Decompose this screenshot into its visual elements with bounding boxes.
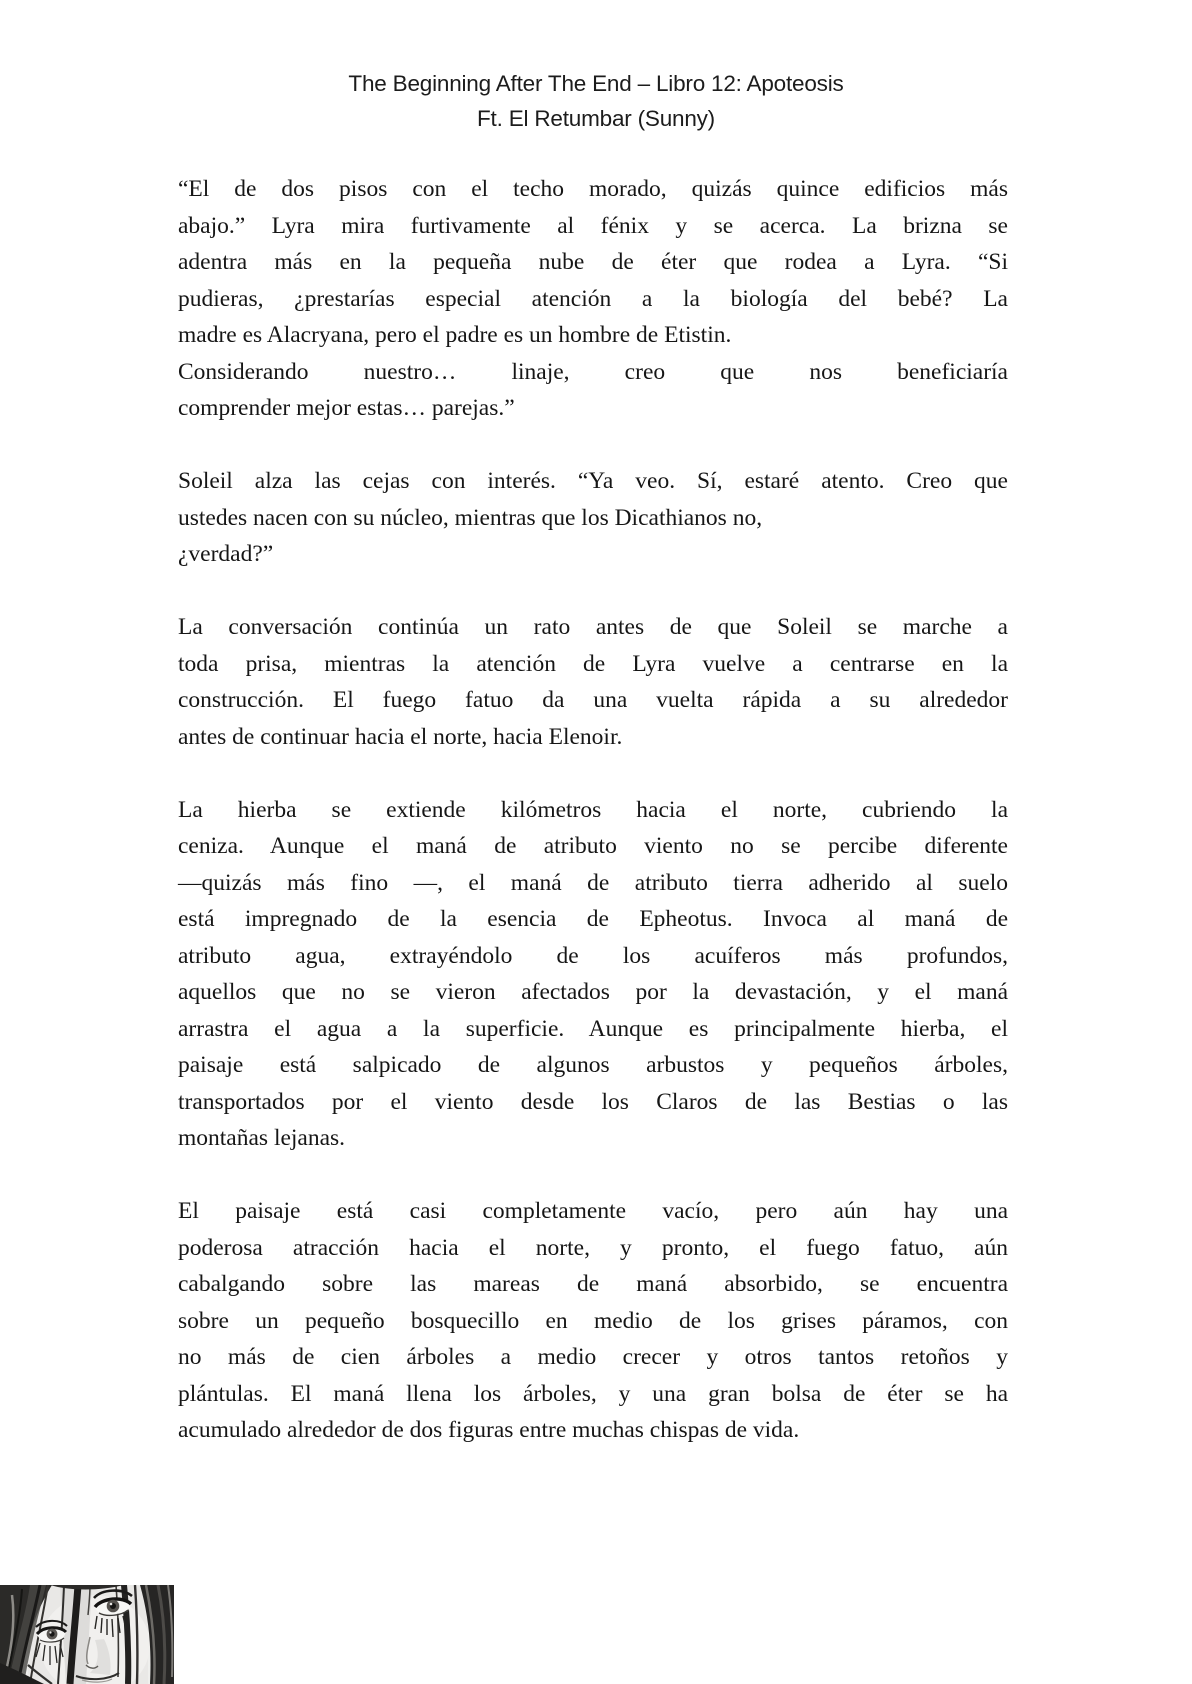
text-line: toda prisa, mientras la atención de Lyra vuelve a centrarse en la [178, 650, 1008, 677]
text-line: no más de cien árboles a medio crecer y otros tantos retoños y [178, 1344, 1008, 1370]
manga-face-image [0, 1585, 174, 1684]
text-line: El paisaje está casi completamente vacío, pero aún hay una [178, 1198, 1008, 1224]
paragraph [178, 792, 1008, 1157]
text-line: montañas lejanas. [178, 1125, 346, 1151]
document-header [0, 66, 1192, 136]
paragraph [178, 171, 1008, 427]
text-line: sobre un pequeño bosquecillo en medio de los grises páramos, con [178, 1307, 1008, 1334]
text-line: arrastra el agua a la superficie. Aunque es principalmente hierba, el [178, 1015, 1008, 1042]
text-line: acumulado alrededor de dos figuras entre muchas chispas de vida. [178, 1417, 800, 1443]
text-line: adentra más en la pequeña nube de éter que rodea a Lyra. “Si [178, 249, 1008, 275]
paragraph [178, 609, 1008, 755]
text-line: Soleil alza las cejas con interés. “Ya veo. Sí, estaré atento. Creo que [178, 468, 1008, 494]
text-line: “El de dos pisos con el techo morado, quizás quince edificios más [178, 176, 1008, 202]
paragraph [178, 1193, 1008, 1449]
text-line: aquellos que no se vieron afectados por la devastación, y el maná [178, 979, 1008, 1005]
text-line: construcción. El fuego fatuo da una vuelta rápida a su alrededor [178, 687, 1008, 713]
text-line: La conversación continúa un rato antes de que Soleil se marche a [178, 614, 1008, 640]
text-line: antes de continuar hacia el norte, hacia Elenoir. [178, 723, 623, 750]
text-line: poderosa atracción hacia el norte, y pronto, el fuego fatuo, aún [178, 1234, 1008, 1261]
document-title-line2: Ft. El Retumbar (Sunny) [477, 106, 715, 131]
document-title-line1: The Beginning After The End – Libro 12: Apoteosis [348, 71, 844, 96]
manga-face-illustration [0, 1585, 174, 1684]
text-line: cabalgando sobre las mareas de maná absorbido, se encuentra [178, 1271, 1008, 1297]
text-line: atributo agua, extrayéndolo de los acuíferos más profundos, [178, 942, 1008, 969]
text-line: Considerando nuestro… linaje, creo que nos beneficiaría [178, 358, 1008, 385]
paragraph [178, 463, 1008, 573]
text-line: está impregnado de la esencia de Epheotus. Invoca al maná de [178, 906, 1008, 932]
text-line: ¿verdad?” [178, 541, 274, 567]
text-line: ustedes nacen con su núcleo, mientras que los Dicathianos no, [178, 504, 763, 531]
text-line: La hierba se extiende kilómetros hacia el norte, cubriendo la [178, 796, 1008, 823]
text-line: paisaje está salpicado de algunos arbustos y pequeños árboles, [178, 1052, 1008, 1078]
body-text [178, 171, 1008, 1449]
text-line: plántulas. El maná llena los árboles, y una gran bolsa de éter se ha [178, 1380, 1008, 1407]
text-line: transportados por el viento desde los Claros de las Bestias o las [178, 1088, 1008, 1115]
text-line: —quizás más fino —, el maná de atributo tierra adherido al suelo [178, 869, 1008, 896]
text-line: comprender mejor estas… parejas.” [178, 395, 515, 421]
text-line: abajo.” Lyra mira furtivamente al fénix y se acerca. La brizna se [178, 212, 1008, 239]
text-line: pudieras, ¿prestarías especial atención a la biología del bebé? La [178, 285, 1008, 312]
text-line: madre es Alacryana, pero el padre es un hombre de Etistin. [178, 322, 732, 348]
text-line: ceniza. Aunque el maná de atributo viento no se percibe diferente [178, 833, 1008, 859]
